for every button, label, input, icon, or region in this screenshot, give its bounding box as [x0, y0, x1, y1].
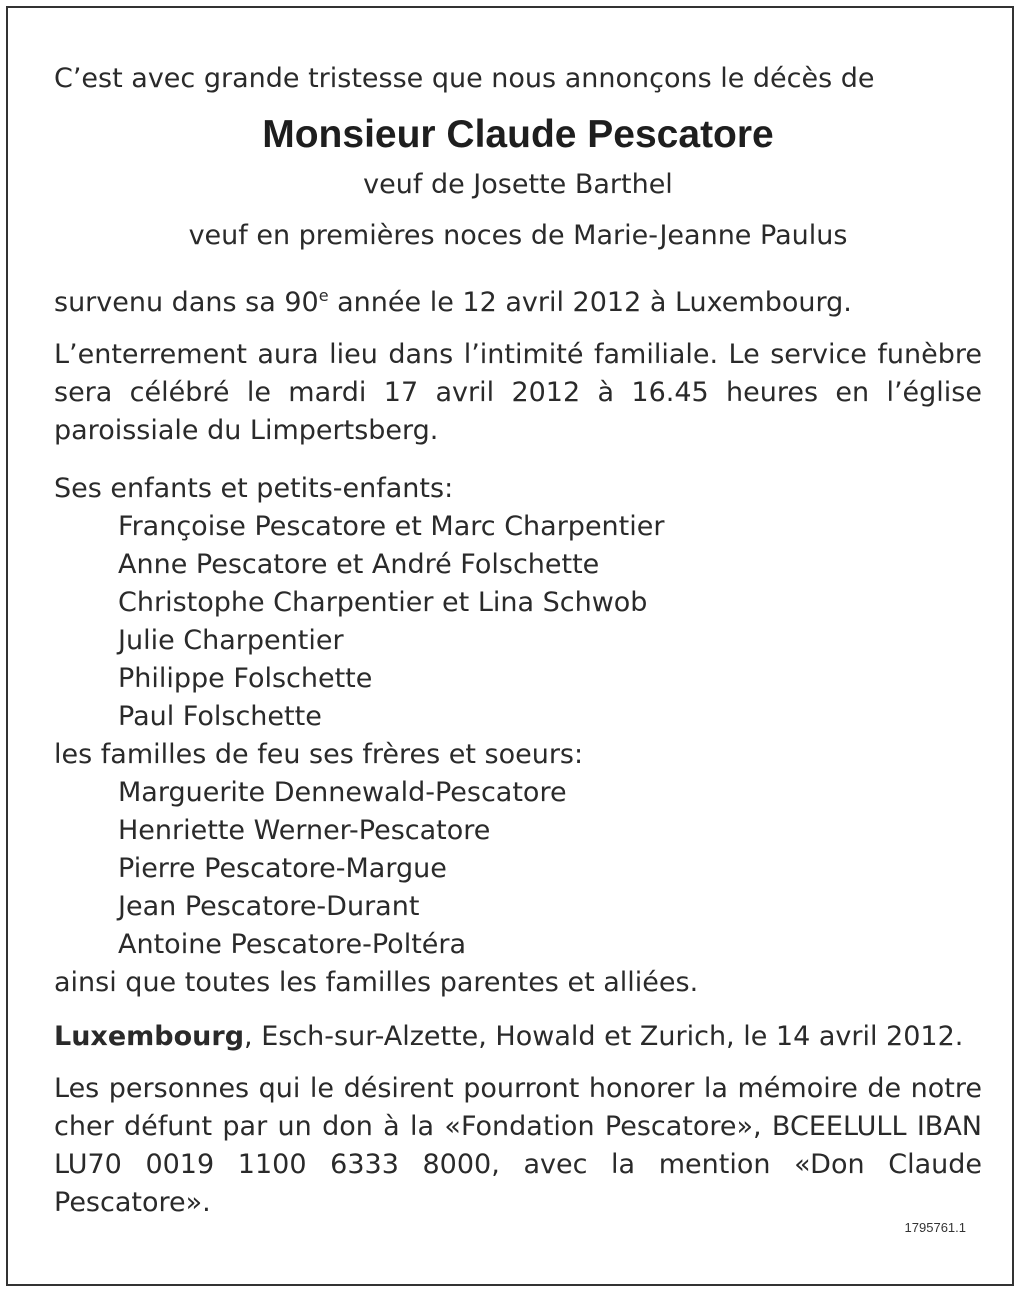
list-item: Henriette Werner-Pescatore	[118, 815, 491, 846]
place-rest: , Esch-sur-Alzette, Howald et Zurich, le 14 avril 2012.	[244, 1021, 964, 1052]
list-item: Christophe Charpentier et Lina Schwob	[118, 587, 648, 618]
donation-text: Les personnes qui le désirent pourront honorer la mémoire de notre cher défunt par un don à la «Fondation Pescatore», BCEELULL IBAN LU70 0019 1100 6333 8000, avec la mention «Don Claude Pescatore».	[54, 1073, 982, 1218]
ordinal-sup: e	[318, 286, 329, 305]
intro-text: C’est avec grande tristesse que nous annonçons le décès de	[54, 63, 875, 94]
list-item: Françoise Pescatore et Marc Charpentier	[118, 511, 665, 542]
list-item: Marguerite Dennewald-Pescatore	[118, 777, 567, 808]
death-suffix: année le 12 avril 2012 à Luxembourg.	[328, 287, 852, 318]
list-item: Julie Charpentier	[118, 625, 344, 656]
children-list	[54, 508, 982, 736]
list-item: Philippe Folschette	[118, 663, 373, 694]
widower-line-2: veuf en premières noces de Marie-Jeanne Paulus	[188, 220, 848, 251]
reference-number: 1795761.1	[904, 1220, 966, 1235]
siblings-list	[54, 774, 982, 964]
widower-line-1: veuf de Josette Barthel	[363, 169, 673, 200]
list-item: Pierre Pescatore-Margue	[118, 853, 447, 884]
notice-content	[54, 60, 982, 1222]
list-item: Jean Pescatore-Durant	[118, 891, 420, 922]
death-prefix: survenu dans sa 90	[54, 287, 319, 318]
list-item: Antoine Pescatore-Poltéra	[118, 929, 467, 960]
burial-text: L’enterrement aura lieu dans l’intimité familiale. Le service funèbre sera célébré le mardi 17 avril 2012 à 16.45 heures en l’église paroissiale du Limpertsberg.	[54, 339, 982, 446]
place-city: Luxembourg	[54, 1021, 245, 1052]
list-item: Anne Pescatore et André Folschette	[118, 549, 600, 580]
list-item: Paul Folschette	[118, 701, 322, 732]
place-date-text	[54, 1018, 982, 1056]
siblings-heading: les familles de feu ses frères et soeurs:	[54, 739, 584, 770]
deceased-name: Monsieur Claude Pescatore	[262, 113, 774, 156]
relatives-text: ainsi que toutes les familles parentes et alliées.	[54, 967, 699, 998]
death-text	[54, 284, 982, 322]
children-heading: Ses enfants et petits-enfants:	[54, 473, 454, 504]
notice-frame	[6, 6, 1014, 1286]
